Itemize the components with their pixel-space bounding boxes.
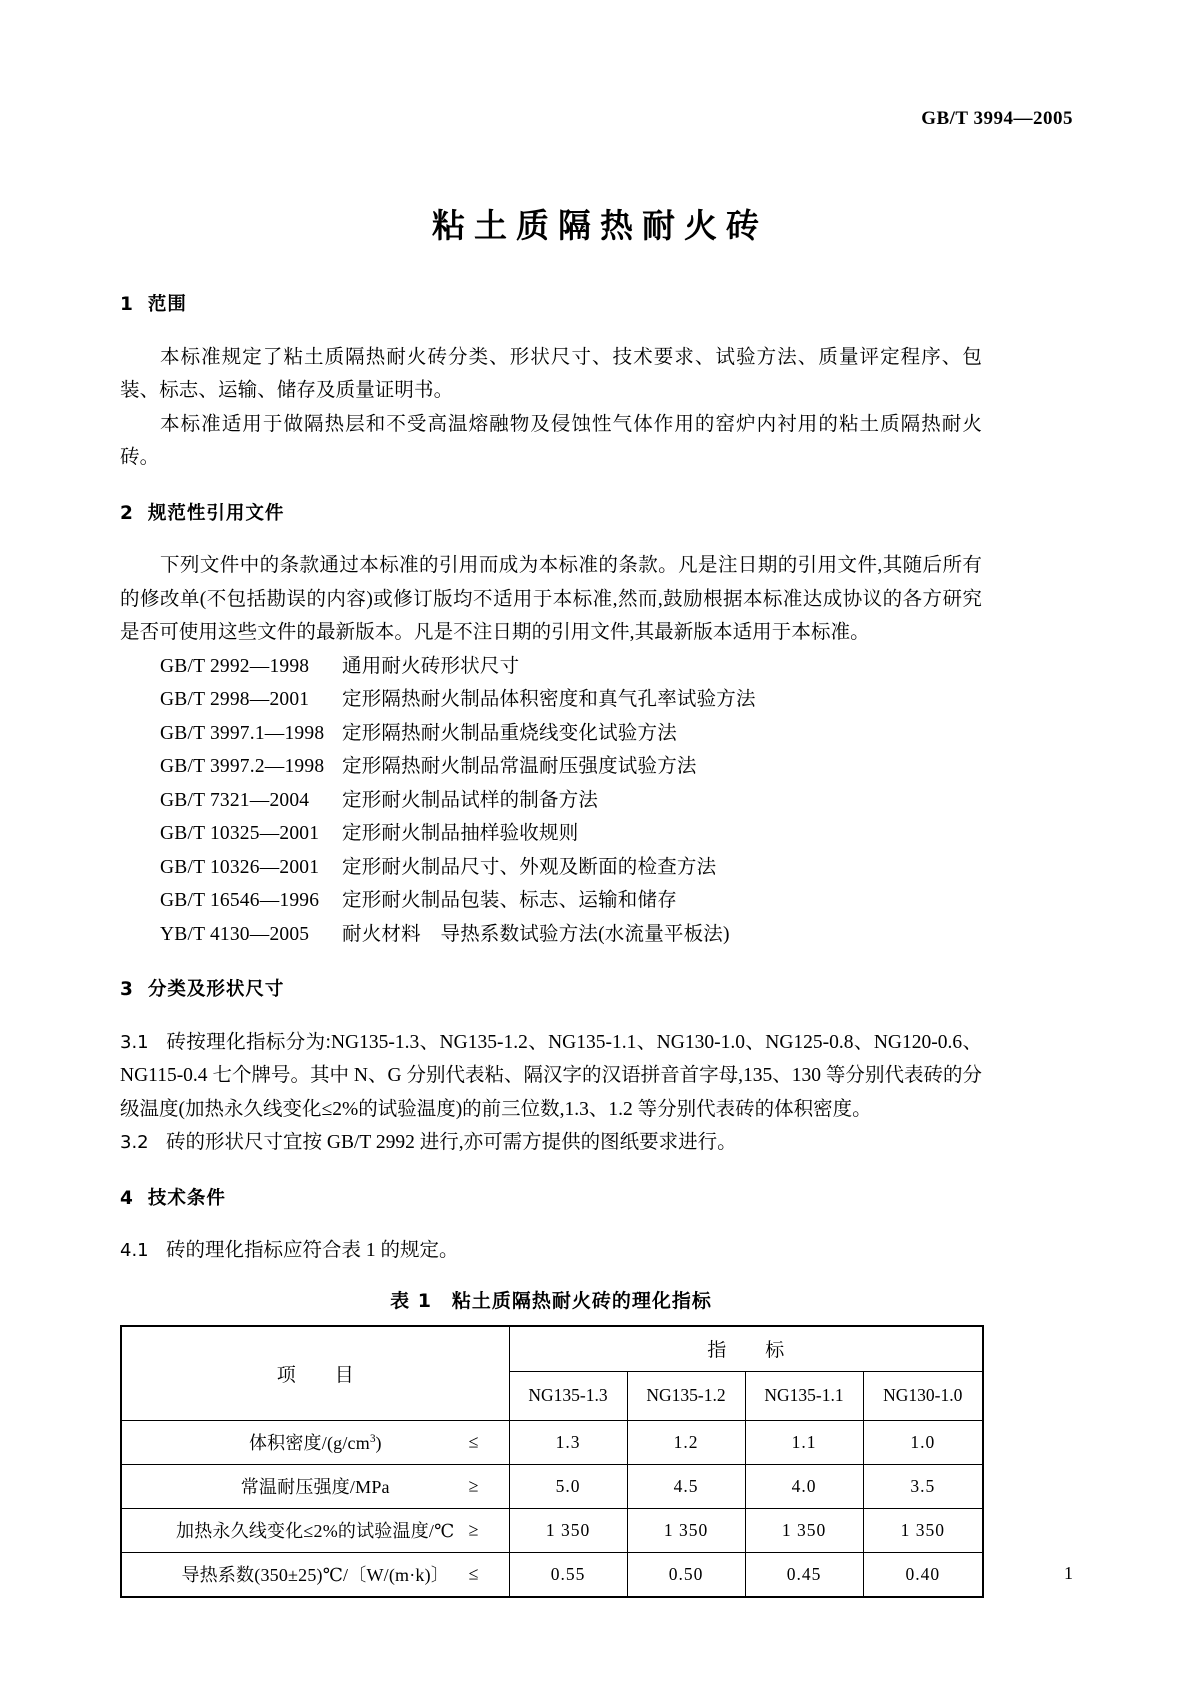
table-row xyxy=(121,1464,983,1508)
table-cell: 5.0 xyxy=(509,1464,627,1508)
table-cell: 1.1 xyxy=(745,1420,863,1464)
clause-3-1 xyxy=(120,1026,982,1127)
table-row xyxy=(121,1552,983,1597)
table-cell: 1 350 xyxy=(863,1508,983,1552)
row-operator: ≥ xyxy=(468,1475,479,1496)
list-item xyxy=(120,817,982,851)
section-title-1: 范围 xyxy=(147,294,187,315)
reference-name: 定形耐火制品抽样验收规则 xyxy=(342,823,579,844)
table-cell: 3.5 xyxy=(863,1464,983,1508)
table-cell: 1.0 xyxy=(863,1420,983,1464)
table-cell: 4.5 xyxy=(627,1464,745,1508)
table-physical-chemical-indexes xyxy=(120,1325,984,1598)
reference-code: GB/T 3997.2—1998 xyxy=(160,756,325,777)
table-row xyxy=(121,1508,983,1552)
table-cell: 1 350 xyxy=(627,1508,745,1552)
row-label-permanent-linear-change xyxy=(121,1508,509,1552)
clause-number-3-2: 3.2 xyxy=(120,1132,149,1153)
row-operator: ≥ xyxy=(468,1519,479,1540)
reference-code: GB/T 10325—2001 xyxy=(160,823,320,844)
row-label-bulk-density xyxy=(121,1420,509,1464)
table-header-index-group: 指 标 xyxy=(509,1326,983,1372)
clause-number-4-1: 4.1 xyxy=(120,1240,149,1261)
section-number-2: 2 xyxy=(120,502,134,524)
document-body xyxy=(120,296,982,1598)
clause-4-1 xyxy=(120,1234,982,1268)
table-cell: 0.45 xyxy=(745,1552,863,1597)
list-item xyxy=(120,784,982,818)
list-item xyxy=(120,918,982,952)
section-1-paragraph-1: 本标准规定了粘土质隔热耐火砖分类、形状尺寸、技术要求、试验方法、质量评定程序、包装、标志、运输、储存及质量证明书。 xyxy=(120,346,982,401)
table-cell: 4.0 xyxy=(745,1464,863,1508)
reference-code: GB/T 2998—2001 xyxy=(160,689,310,710)
list-item xyxy=(120,884,982,918)
table-row xyxy=(121,1420,983,1464)
table-header-grade: NG130-1.0 xyxy=(863,1371,983,1420)
row-label-text: 加热永久线变化≤2%的试验温度/℃ xyxy=(176,1521,455,1541)
section-2-paragraph-1: 下列文件中的条款通过本标准的引用而成为本标准的条款。凡是注日期的引用文件,其随后所有的修改单(不包括勘误的内容)或修订版均不适用于本标准,然而,鼓励根据本标准达成协议的各方研究是否可使用这些文件的最新版本。凡是不注日期的引用文件,其最新版本适用于本标准。 xyxy=(120,555,982,643)
table-header-item: 项 目 xyxy=(121,1326,509,1421)
row-label-superscript: 3 xyxy=(369,1433,376,1445)
section-heading-3 xyxy=(120,981,982,1000)
row-label-tail: ) xyxy=(375,1433,382,1453)
table-cell: 1.3 xyxy=(509,1420,627,1464)
section-title-3: 分类及形状尺寸 xyxy=(147,979,285,1000)
row-label-text: 常温耐压强度/MPa xyxy=(240,1477,390,1497)
list-item xyxy=(120,750,982,784)
table-header-grade: NG135-1.3 xyxy=(509,1371,627,1420)
reference-code: GB/T 3997.1—1998 xyxy=(160,722,325,744)
table-header-row-1 xyxy=(121,1326,983,1372)
reference-name: 定形耐火制品试样的制备方法 xyxy=(342,789,599,811)
reference-code: GB/T 2992—1998 xyxy=(160,655,310,677)
clause-text-3-2: 砖的形状尺寸宜按 GB/T 2992 进行,亦可需方提供的图纸要求进行。 xyxy=(166,1132,737,1153)
section-number-3: 3 xyxy=(120,979,134,1000)
table-caption: 表 1 粘土质隔热耐火砖的理化指标 xyxy=(390,1289,712,1312)
section-title-2: 规范性引用文件 xyxy=(147,502,285,524)
clause-text-4-1: 砖的理化指标应符合表 1 的规定。 xyxy=(166,1240,459,1261)
table-cell: 1 350 xyxy=(509,1508,627,1552)
reference-code: GB/T 16546—1996 xyxy=(160,890,320,911)
page-title: 粘土质隔热耐火砖 xyxy=(432,206,768,245)
table-header-grade: NG135-1.2 xyxy=(627,1371,745,1420)
reference-code: GB/T 10326—2001 xyxy=(160,856,320,878)
section-title-4: 技术条件 xyxy=(147,1187,226,1209)
reference-name: 定形隔热耐火制品体积密度和真气孔率试验方法 xyxy=(342,689,756,710)
reference-name: 定形耐火制品尺寸、外观及断面的检查方法 xyxy=(342,856,717,878)
section-number-4: 4 xyxy=(120,1187,134,1209)
list-item xyxy=(120,683,982,717)
table-cell: 0.55 xyxy=(509,1552,627,1597)
table-header-grade: NG135-1.1 xyxy=(745,1371,863,1420)
row-label-text: 体积密度/(g/cm xyxy=(248,1433,370,1453)
reference-name: 定形隔热耐火制品常温耐压强度试验方法 xyxy=(342,756,697,777)
clause-text-3-1: 砖按理化指标分为:NG135-1.3、NG135-1.2、NG135-1.1、NG130-1.0、NG125-0.8、NG120-0.6、NG115-0.4 七个牌号。其中 N、G 分别代表粘、隔汉字的汉语拼音首字母,135、130 等分别代表砖的分级温度(加热永久线变化≤2%的试验温度)的前三位数,1.3、1.2 等分别代表砖的体积密度。 xyxy=(120,1031,982,1120)
page-number: 1 xyxy=(1064,1563,1073,1583)
table-cell: 1 350 xyxy=(745,1508,863,1552)
clause-number-3-1: 3.1 xyxy=(120,1031,149,1053)
row-label-cold-crushing-strength xyxy=(121,1464,509,1508)
list-item xyxy=(120,717,982,751)
reference-name: 通用耐火砖形状尺寸 xyxy=(342,655,520,677)
row-label-text: 导热系数(350±25)℃/〔W/(m·k)〕 xyxy=(181,1565,450,1585)
reference-name: 定形隔热耐火制品重烧线变化试验方法 xyxy=(342,722,677,744)
table-cell: 0.50 xyxy=(627,1552,745,1597)
reference-code: GB/T 7321—2004 xyxy=(160,789,310,811)
section-number-1: 1 xyxy=(120,294,134,315)
section-heading-4 xyxy=(120,1187,982,1209)
normative-reference-list xyxy=(120,650,982,952)
list-item xyxy=(120,650,982,684)
section-1-paragraph-2: 本标准适用于做隔热层和不受高温熔融物及侵蚀性气体作用的窑炉内衬用的粘土质隔热耐火砖。 xyxy=(120,413,982,468)
section-heading-2 xyxy=(120,502,982,524)
reference-code: YB/T 4130—2005 xyxy=(160,923,310,945)
section-heading-1 xyxy=(120,296,982,315)
row-operator: ≤ xyxy=(468,1431,479,1452)
list-item xyxy=(120,851,982,885)
reference-name: 耐火材料 导热系数试验方法(水流量平板法) xyxy=(342,923,730,945)
table-cell: 0.40 xyxy=(863,1552,983,1597)
clause-3-2 xyxy=(120,1126,982,1160)
row-operator: ≤ xyxy=(468,1563,479,1584)
running-header xyxy=(921,108,1073,130)
reference-name: 定形耐火制品包装、标志、运输和储存 xyxy=(342,890,677,911)
row-label-thermal-conductivity xyxy=(121,1552,509,1597)
standard-code: GB/T 3994—2005 xyxy=(921,108,1073,129)
table-cell: 1.2 xyxy=(627,1420,745,1464)
